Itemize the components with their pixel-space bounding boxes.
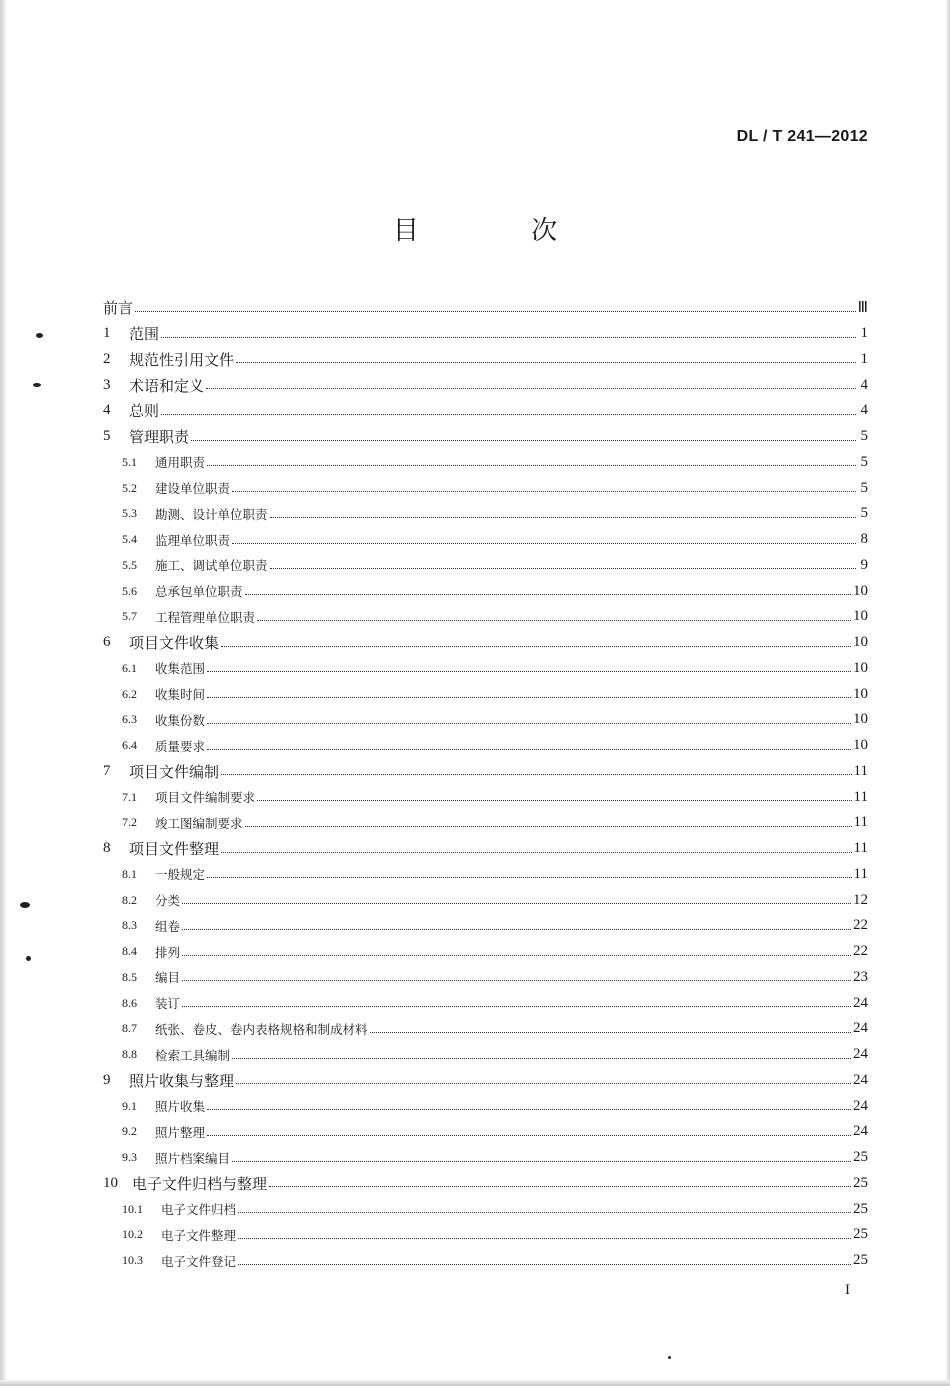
toc-entry <box>103 604 868 630</box>
toc-entry-number: 5.1 <box>122 454 137 469</box>
scan-edge-bottom <box>0 1380 950 1386</box>
toc-entry <box>103 1119 868 1145</box>
toc-dot-leader <box>207 696 851 698</box>
toc-entry-page: 12 <box>853 891 868 908</box>
table-of-contents <box>103 295 868 1274</box>
toc-entry-page: 24 <box>853 1097 868 1114</box>
toc-entry-title: 竣工图编制要求 <box>155 815 243 831</box>
toc-entry <box>103 527 868 553</box>
toc-entry <box>103 784 868 810</box>
toc-entry-number: 10 <box>103 1174 118 1191</box>
toc-entry-number: 5.5 <box>122 557 137 572</box>
toc-entry-page: 5 <box>860 505 868 522</box>
toc-entry-title: 电子文件登记 <box>161 1253 237 1269</box>
scan-speck <box>26 956 31 961</box>
toc-dot-leader <box>236 361 856 363</box>
toc-entry-title: 前言 <box>103 299 134 318</box>
toc-entry-page: 5 <box>860 479 868 496</box>
toc-entry-number: 3 <box>103 376 111 393</box>
toc-entry-number: 8.5 <box>122 969 137 984</box>
toc-entry <box>103 836 868 862</box>
toc-entry-number: 1 <box>103 325 111 342</box>
toc-entry-page: 11 <box>853 788 868 805</box>
toc-dot-leader <box>270 516 856 518</box>
toc-dot-leader <box>232 1160 851 1162</box>
toc-entry-title: 电子文件归档与整理 <box>132 1174 268 1193</box>
toc-entry-number: 8.8 <box>122 1047 137 1062</box>
toc-entry-number: 7.1 <box>122 789 137 804</box>
toc-entry-number: 6.3 <box>122 712 137 727</box>
toc-entry-number: 5 <box>103 428 111 445</box>
toc-dot-leader <box>257 619 851 621</box>
toc-entry <box>103 475 868 501</box>
toc-entry-title: 电子文件归档 <box>161 1202 237 1218</box>
toc-dot-leader <box>207 1108 851 1110</box>
toc-entry-title: 管理职责 <box>129 428 190 447</box>
toc-entry-number: 6.4 <box>122 738 137 753</box>
toc-entry-page: 10 <box>853 685 868 702</box>
toc-dot-leader <box>135 310 856 312</box>
toc-entry <box>103 1248 868 1274</box>
toc-dot-leader <box>370 1031 851 1033</box>
toc-entry-page: 11 <box>853 840 868 857</box>
toc-entry-number: 9.3 <box>122 1150 137 1165</box>
toc-entry-page: 24 <box>853 1020 868 1037</box>
toc-entry-page: 5 <box>860 453 868 470</box>
toc-entry-number: 6.2 <box>122 686 137 701</box>
toc-entry-number: 8.3 <box>122 918 137 933</box>
toc-entry-number: 9.2 <box>122 1124 137 1139</box>
toc-entry-page: 22 <box>853 943 868 960</box>
toc-dot-leader <box>207 670 851 672</box>
toc-entry-page: 1 <box>860 325 868 342</box>
toc-entry-title: 施工、调试单位职责 <box>155 558 268 574</box>
toc-entry-title: 质量要求 <box>155 738 206 754</box>
toc-entry-title: 项目文件收集 <box>129 634 220 653</box>
toc-dot-leader <box>206 387 856 389</box>
toc-entry <box>103 965 868 991</box>
toc-entry-title: 收集范围 <box>155 661 206 677</box>
toc-entry-number: 8.2 <box>122 892 137 907</box>
toc-entry-title: 总则 <box>129 402 160 421</box>
toc-entry-page: 5 <box>860 428 868 445</box>
standard-code: DL / T 241—2012 <box>736 128 868 145</box>
toc-entry-title: 检索工具编制 <box>155 1047 231 1063</box>
toc-entry-page: 11 <box>853 865 868 882</box>
toc-entry <box>103 1171 868 1197</box>
toc-entry-page: 24 <box>853 1123 868 1140</box>
toc-entry-number: 9 <box>103 1071 111 1088</box>
toc-dot-leader <box>182 928 851 930</box>
toc-dot-leader <box>221 773 852 775</box>
toc-entry-title: 勘测、设计单位职责 <box>155 506 268 522</box>
scan-speck <box>20 902 30 908</box>
toc-dot-leader <box>232 542 856 544</box>
toc-entry <box>103 398 868 424</box>
toc-entry <box>103 990 868 1016</box>
toc-entry <box>103 321 868 347</box>
toc-dot-leader <box>161 336 856 338</box>
toc-entry <box>103 372 868 398</box>
toc-dot-leader <box>182 902 851 904</box>
toc-entry-page: 24 <box>853 1071 868 1088</box>
toc-entry <box>103 1042 868 1068</box>
toc-entry-page: Ⅲ <box>857 300 868 317</box>
toc-entry-page: 22 <box>853 917 868 934</box>
toc-entry-title: 照片档案编目 <box>155 1150 231 1166</box>
toc-entry-page: 10 <box>853 711 868 728</box>
toc-dot-leader <box>221 645 851 647</box>
toc-entry <box>103 1145 868 1171</box>
toc-entry <box>103 347 868 373</box>
toc-entry <box>103 295 868 321</box>
toc-entry-title: 工程管理单位职责 <box>155 609 256 625</box>
toc-entry-title: 纸张、卷皮、卷内表格规格和制成材料 <box>155 1021 368 1037</box>
toc-dot-leader <box>182 979 851 981</box>
toc-dot-leader <box>182 1005 851 1007</box>
toc-entry <box>103 1196 868 1222</box>
toc-entry-page: 24 <box>853 1046 868 1063</box>
toc-entry-number: 6.1 <box>122 660 137 675</box>
toc-entry-title: 照片整理 <box>155 1124 206 1140</box>
toc-entry-number: 5.2 <box>122 480 137 495</box>
toc-entry-title: 项目文件编制要求 <box>155 790 256 806</box>
toc-entry-page: 8 <box>860 531 868 548</box>
toc-entry-page: 23 <box>853 968 868 985</box>
toc-entry-number: 7 <box>103 762 111 779</box>
toc-entry <box>103 1068 868 1094</box>
toc-dot-leader <box>238 1263 851 1265</box>
toc-entry <box>103 501 868 527</box>
toc-dot-leader <box>238 1237 851 1239</box>
toc-entry-number: 9.1 <box>122 1098 137 1113</box>
toc-dot-leader <box>245 825 852 827</box>
toc-entry-title: 装订 <box>155 996 181 1012</box>
toc-entry-number: 2 <box>103 350 111 367</box>
toc-entry <box>103 1222 868 1248</box>
toc-entry-title: 分类 <box>155 893 181 909</box>
toc-entry <box>103 810 868 836</box>
toc-entry-page: 25 <box>853 1149 868 1166</box>
toc-entry <box>103 578 868 604</box>
toc-dot-leader <box>270 567 856 569</box>
toc-entry-page: 25 <box>853 1226 868 1243</box>
toc-entry <box>103 939 868 965</box>
toc-entry-title: 范围 <box>129 325 160 344</box>
toc-dot-leader <box>207 464 856 466</box>
toc-dot-leader <box>191 439 856 441</box>
toc-dot-leader <box>221 851 852 853</box>
toc-entry-title: 照片收集 <box>155 1099 206 1115</box>
toc-entry <box>103 862 868 888</box>
toc-entry <box>103 450 868 476</box>
toc-entry-title: 建设单位职责 <box>155 481 231 497</box>
toc-entry-title: 监理单位职责 <box>155 532 231 548</box>
toc-entry-page: 25 <box>853 1200 868 1217</box>
toc-entry <box>103 707 868 733</box>
toc-entry-page: 11 <box>853 762 868 779</box>
toc-entry-page: 9 <box>860 556 868 573</box>
scan-speck <box>668 1356 671 1359</box>
toc-entry <box>103 887 868 913</box>
toc-dot-leader <box>207 722 851 724</box>
toc-entry <box>103 733 868 759</box>
toc-entry-page: 24 <box>853 994 868 1011</box>
toc-entry <box>103 630 868 656</box>
toc-entry-number: 7.2 <box>122 815 137 830</box>
scan-edge-right <box>946 0 950 1386</box>
page-number: I <box>845 1282 850 1298</box>
toc-entry-title: 规范性引用文件 <box>129 350 235 369</box>
toc-entry-title: 编目 <box>155 970 181 986</box>
toc-entry-page: 10 <box>853 634 868 651</box>
toc-dot-leader <box>207 876 852 878</box>
toc-entry <box>103 424 868 450</box>
page-title: 目 次 <box>392 216 610 246</box>
toc-dot-leader <box>232 490 856 492</box>
toc-entry-page: 25 <box>853 1252 868 1269</box>
toc-entry-title: 收集时间 <box>155 687 206 703</box>
toc-dot-leader <box>238 1211 851 1213</box>
toc-entry-title: 照片收集与整理 <box>129 1071 235 1090</box>
toc-entry-number: 8.4 <box>122 944 137 959</box>
toc-entry-title: 总承包单位职责 <box>155 584 243 600</box>
toc-entry-number: 10.1 <box>122 1201 143 1216</box>
toc-entry-number: 5.6 <box>122 583 137 598</box>
toc-dot-leader <box>161 413 856 415</box>
toc-entry-number: 6 <box>103 634 111 651</box>
toc-dot-leader <box>257 799 852 801</box>
toc-entry-title: 组卷 <box>155 918 181 934</box>
toc-entry-number: 5.4 <box>122 532 137 547</box>
toc-entry-number: 8.1 <box>122 866 137 881</box>
toc-entry-number: 4 <box>103 402 111 419</box>
toc-entry-number: 10.3 <box>122 1253 143 1268</box>
toc-entry-number: 5.7 <box>122 609 137 624</box>
toc-entry-page: 10 <box>853 737 868 754</box>
toc-entry-title: 术语和定义 <box>129 376 205 395</box>
toc-entry-page: 10 <box>853 659 868 676</box>
toc-entry <box>103 1093 868 1119</box>
toc-entry-page: 1 <box>860 350 868 367</box>
toc-entry-title: 项目文件整理 <box>129 840 220 859</box>
toc-entry-number: 10.2 <box>122 1227 143 1242</box>
toc-dot-leader <box>269 1185 851 1187</box>
toc-entry-number: 8 <box>103 840 111 857</box>
toc-entry <box>103 681 868 707</box>
toc-entry-page: 10 <box>853 582 868 599</box>
toc-dot-leader <box>245 593 851 595</box>
scan-edge-left <box>0 0 6 1386</box>
toc-entry-title: 收集份数 <box>155 712 206 728</box>
toc-dot-leader <box>207 748 851 750</box>
toc-entry-title: 电子文件整理 <box>161 1227 237 1243</box>
toc-dot-leader <box>232 1057 851 1059</box>
toc-dot-leader <box>236 1082 851 1084</box>
toc-entry-title: 排列 <box>155 944 181 960</box>
toc-entry <box>103 1016 868 1042</box>
toc-entry-title: 通用职责 <box>155 455 206 471</box>
toc-entry-title: 项目文件编制 <box>129 762 220 781</box>
toc-entry <box>103 553 868 579</box>
toc-entry <box>103 913 868 939</box>
toc-entry-number: 8.6 <box>122 995 137 1010</box>
toc-entry-number: 5.3 <box>122 506 137 521</box>
toc-entry-title: 一般规定 <box>155 867 206 883</box>
toc-entry-page: 25 <box>853 1174 868 1191</box>
toc-dot-leader <box>207 1134 851 1136</box>
toc-entry-page: 4 <box>860 402 868 419</box>
toc-entry-page: 11 <box>853 814 868 831</box>
scan-speck <box>33 383 41 387</box>
toc-entry <box>103 759 868 785</box>
toc-entry <box>103 656 868 682</box>
toc-dot-leader <box>182 954 851 956</box>
toc-entry-page: 10 <box>853 608 868 625</box>
scan-speck <box>36 333 43 338</box>
toc-entry-number: 8.7 <box>122 1021 137 1036</box>
toc-entry-page: 4 <box>860 376 868 393</box>
